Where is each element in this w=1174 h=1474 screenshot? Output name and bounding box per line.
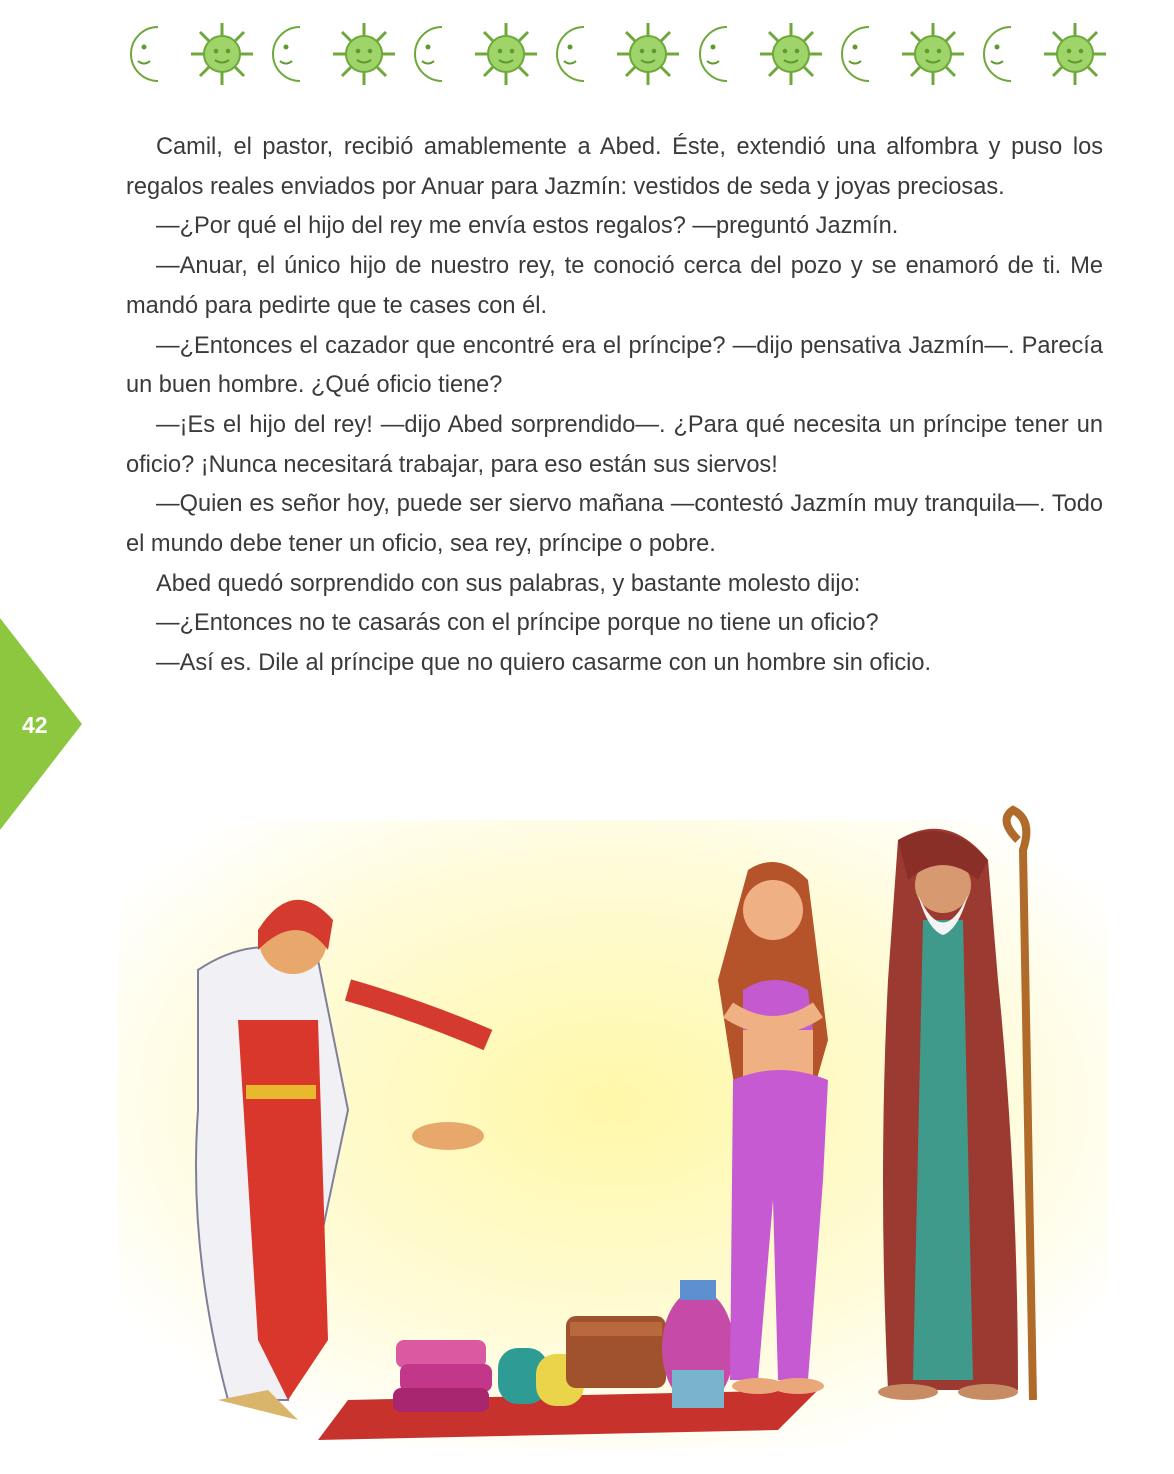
story-paragraph: —¿Entonces el cazador que encontré era el príncipe? —dijo pensativa Jazmín—. Parecía un buen hombre. ¿Qué oficio tiene? xyxy=(126,332,1103,399)
moon-icon xyxy=(402,21,468,87)
story-paragraph: —¿Por qué el hijo del rey me envía estos regalos? —preguntó Jazmín. xyxy=(156,213,899,240)
story-paragraph: —Quien es señor hoy, puede ser siervo mañana —contestó Jazmín muy tranquila—. Todo el mundo debe tener un oficio, sea rey, príncipe o pobre. xyxy=(126,491,1103,558)
moon-icon xyxy=(971,21,1037,87)
moon-icon xyxy=(687,21,753,87)
story-paragraph: Camil, el pastor, recibió amablemente a Abed. Éste, extendió una alfombra y puso los regalos reales enviados por Anuar para Jazmín: vestidos de seda y joyas preciosas. xyxy=(126,134,1103,200)
page-number: 42 xyxy=(22,712,48,738)
moon-icon xyxy=(544,21,610,87)
sun-icon xyxy=(900,21,966,87)
story-text xyxy=(126,128,1103,684)
moon-icon xyxy=(260,21,326,87)
story-illustration xyxy=(118,780,1108,1450)
sun-icon xyxy=(473,21,539,87)
story-paragraph: —¿Entonces no te casarás con el príncipe porque no tiene un oficio? xyxy=(156,610,879,637)
story-paragraph: —¡Es el hijo del rey! —dijo Abed sorprendido—. ¿Para qué necesita un príncipe tener un oficio? ¡Nunca necesitará trabajar, para eso están sus siervos! xyxy=(126,411,1103,478)
moon-icon xyxy=(118,21,184,87)
sun-icon xyxy=(331,21,397,87)
story-paragraph: —Así es. Dile al príncipe que no quiero casarme con un hombre sin oficio. xyxy=(156,650,932,677)
sun-icon xyxy=(615,21,681,87)
sun-icon xyxy=(758,21,824,87)
story-paragraph: —Anuar, el único hijo de nuestro rey, te conoció cerca del pozo y se enamoró de ti. Me mandó para pedirte que te cases con él. xyxy=(126,253,1103,319)
sun-icon xyxy=(1042,21,1108,87)
story-paragraph: Abed quedó sorprendido con sus palabras, y bastante molesto dijo: xyxy=(156,570,861,597)
decorative-border xyxy=(118,16,1108,92)
moon-icon xyxy=(829,21,895,87)
sun-icon xyxy=(189,21,255,87)
